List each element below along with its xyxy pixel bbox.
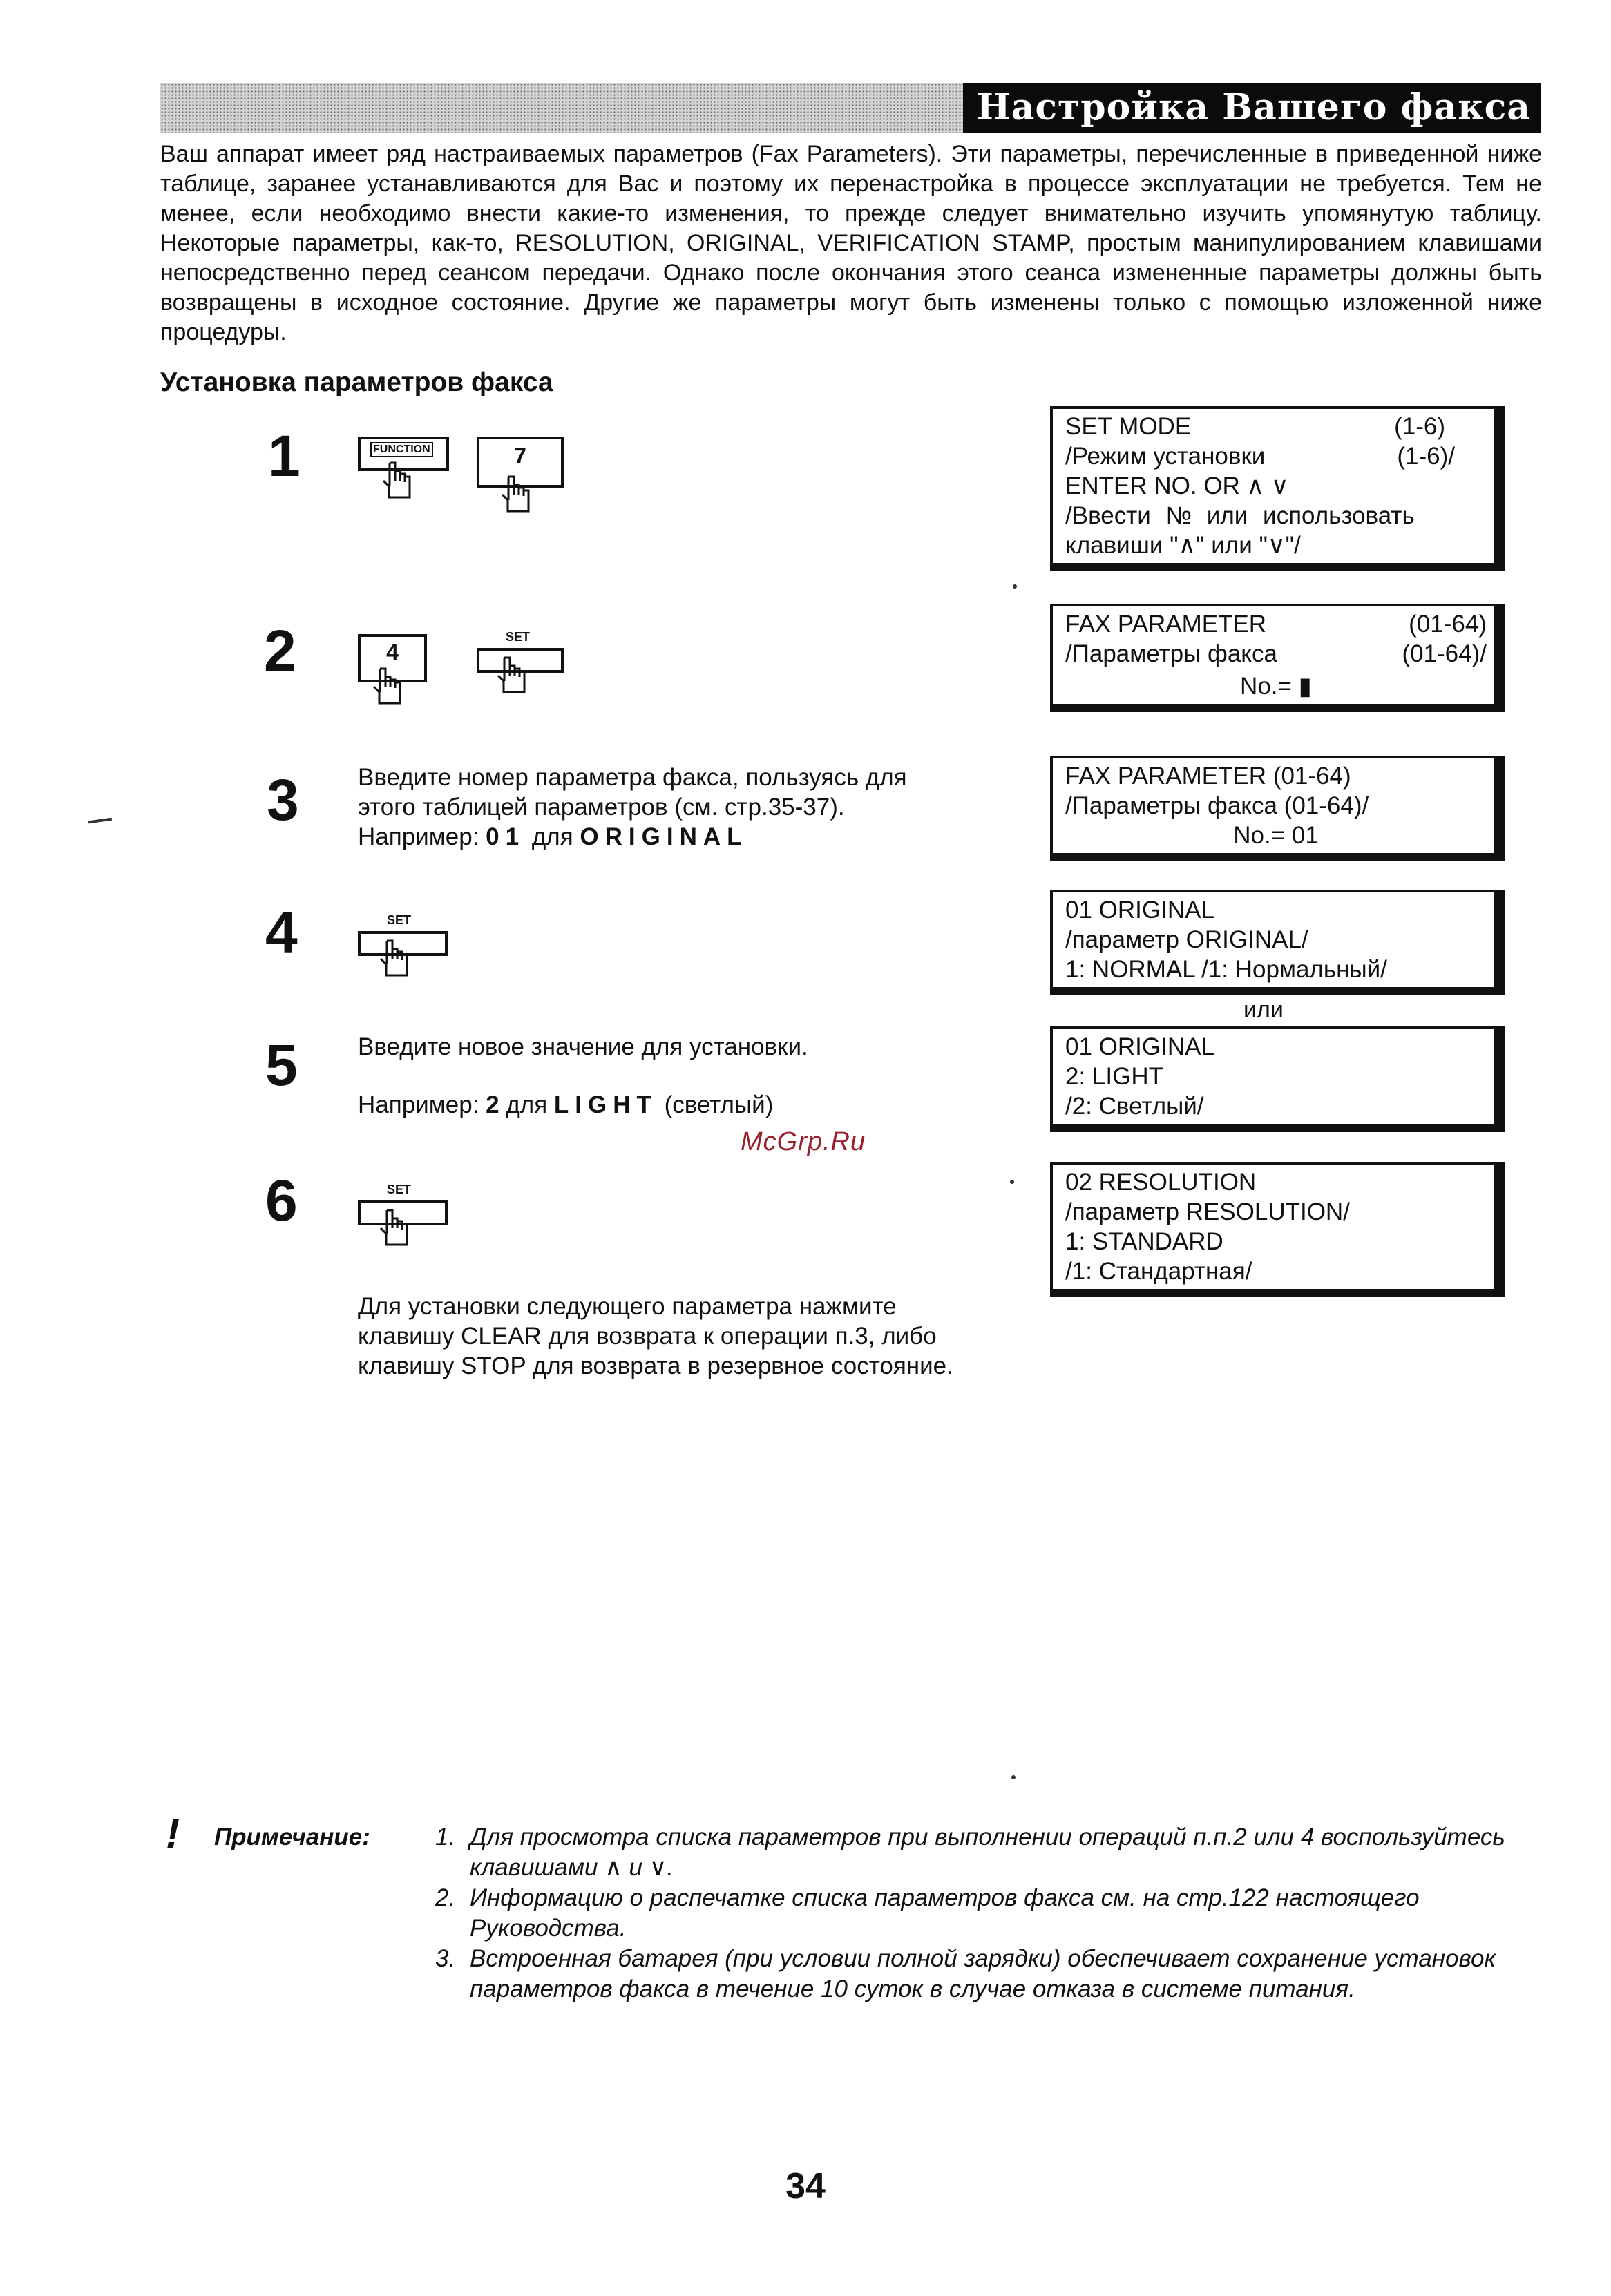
step3-example-value: 01 [486,823,526,850]
lcd2-line1-right: (01-64) [1409,611,1487,638]
lcd-display-2 [1050,604,1505,712]
lcd1-line2-left: /Режим установки [1065,443,1266,470]
step3-line1: Введите номер параметра факса, пользуясь для [358,764,907,791]
step5-line1: Введите новое значение для установки. [358,1033,808,1060]
watermark: McGrp.Ru [741,1127,866,1156]
lcd6-line2: /параметр RESOLUTION/ [1065,1198,1350,1225]
header-bar [160,83,1541,133]
press-hand-icon [499,475,540,518]
lcd4-line1: 01 ORIGINAL [1065,897,1214,924]
digit-7-label: 7 [514,443,526,468]
section-title: Установка параметров факса [160,367,553,397]
step5-example-value: 2 [486,1091,499,1118]
lcd2-line3: No.= ▮ [1240,673,1312,700]
note-item-number: 1. [435,1824,456,1850]
lcd4-line2: /параметр ORIGINAL/ [1065,926,1308,953]
lcd4-line3: 1: NORMAL /1: Нормальный/ [1065,956,1387,983]
step5-example-for: для [506,1091,548,1118]
lcd2-line2-right: (01-64)/ [1402,640,1487,667]
note-item [435,1944,1527,2005]
lcd-display-6 [1050,1162,1505,1297]
after-line1: Для установки следующего параметра нажмите [358,1293,897,1320]
step-number-3: 3 [267,767,299,832]
lcd2-line2-left: /Параметры факса [1065,640,1277,667]
lcd6-line1: 02 RESOLUTION [1065,1169,1257,1196]
press-hand-icon [377,1209,419,1252]
note-item [435,1883,1527,1944]
lcd-display-3 [1050,756,1505,861]
press-hand-icon [377,939,419,982]
note-item-number: 3. [435,1945,456,1972]
lcd1-line1-right: (1-6) [1394,413,1445,440]
set-key-label: SET [506,630,531,644]
intro-paragraph: Ваш аппарат имеет ряд настраиваемых параметров (Fax Parameters). Эти параметры, перечисленные в приведенной ниже таблице, заранее устанавливаются для Вас и поэтому их перенастройка в процессе эксплуатации не требуется. Тем не менее, если необходимо внести какие-то изменения, то прежде следует внимательно изучить упомянутую таблицу. Некоторые параметры, как-то, RESOLUTION, ORIGINAL, VERIFICATION STAMP, простым манипулированием клавишами непосредственно перед сеансом передачи. Однако после окончания этого сеанса измененные параметры должны быть возвращены в исходное состояние. Другие же параметры могут быть изменены только с помощью изложенной ниже процедуры. [160,141,1542,345]
page-title: Настройка Вашего факса [963,83,1541,133]
lcd6-line3: 1: STANDARD [1065,1228,1223,1255]
lcd1-line1-left: SET MODE [1065,413,1192,440]
step-number-5: 5 [265,1033,298,1098]
scan-speck [1010,1180,1014,1184]
lcd2-line1-left: FAX PARAMETER [1065,611,1267,638]
after-instruction [358,1292,953,1381]
press-hand-icon [380,461,421,504]
lcd1-line4: /Ввести № или использовать [1065,502,1415,529]
press-hand-icon [370,667,412,710]
page-number: 34 [785,2166,826,2206]
lcd-display-4 [1050,890,1505,995]
step3-line2: этого таблицей параметров (см. стр.35-37). [358,794,845,821]
step-number-1: 1 [268,423,301,488]
step3-example-prefix: Например: [358,823,479,850]
scan-mark [88,818,112,824]
step-number-6: 6 [265,1168,298,1233]
exclamation-icon: ! [166,1810,180,1857]
or-label: или [1243,997,1284,1023]
step-number-4: 4 [265,900,298,965]
lcd1-line2-right: (1-6)/ [1397,443,1455,470]
set-key-label: SET [387,1183,412,1196]
lcd3-line3: No.= 01 [1233,822,1319,849]
step3-example-for: для [531,823,573,850]
lcd1-line5: клавиши "∧" или "∨"/ [1065,532,1301,559]
note-item-text: Для просмотра списка параметров при выполнении операций п.п.2 или 4 воспользуйтесь клавишами ∧ и ∨. [470,1824,1505,1881]
lcd5-line2: 2: LIGHT [1065,1063,1163,1090]
note-list [435,1822,1527,2005]
step3-example-name: ORIGINAL [580,823,748,850]
function-key-label: FUNCTION [370,442,433,457]
lcd5-line3: /2: Светлый/ [1065,1093,1204,1120]
note-label: Примечание: [214,1824,370,1850]
lcd1-line3: ENTER NO. OR ∧ ∨ [1065,472,1289,499]
scan-speck [1011,1775,1016,1779]
set-key-label: SET [387,913,412,927]
step5-example-prefix: Например: [358,1091,479,1118]
step5-example-note: (светлый) [664,1091,774,1118]
after-line2: клавишу CLEAR для возврата к операции п.3, либо [358,1323,937,1350]
digit-4-label: 4 [386,640,399,664]
lcd6-line4: /1: Стандартная/ [1065,1258,1252,1285]
step5-example [358,1090,773,1120]
note-item [435,1822,1527,1883]
note-item-number: 2. [435,1884,456,1911]
lcd3-line1: FAX PARAMETER (01-64) [1065,763,1351,790]
step3-example [358,822,907,852]
scan-speck [1013,584,1017,589]
lcd-display-5 [1050,1026,1505,1132]
lcd5-line1: 01 ORIGINAL [1065,1033,1214,1060]
step-number-2: 2 [264,618,296,683]
lcd3-line2: /Параметры факса (01-64)/ [1065,792,1369,819]
note-item-text: Встроенная батарея (при условии полной зарядки) обеспечивает сохранение установок параметров факса в течение 10 суток в случае отказа в системе питания. [470,1945,1496,2002]
note-item-text: Информацию о распечатке списка параметров факса см. на стр.122 настоящего Руководства. [470,1884,1420,1942]
lcd-display-1 [1050,406,1505,571]
step5-example-name: LIGHT [553,1091,658,1118]
press-hand-icon [495,656,536,699]
after-line3: клавишу STOP для возврата в резервное состояние. [358,1352,953,1379]
step3-instruction [358,763,907,852]
